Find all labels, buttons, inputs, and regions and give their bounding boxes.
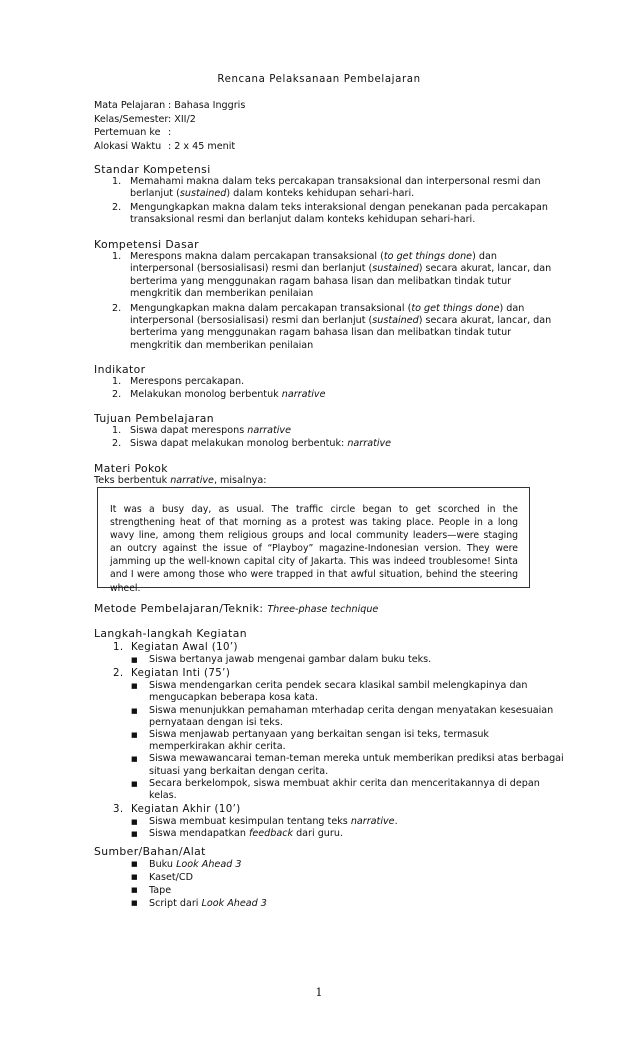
list-item [112, 303, 562, 353]
list-item [112, 376, 562, 388]
bullet-icon: ■ [131, 779, 138, 788]
text-part: ) dalam konteks kehidupan sehari-hari. [226, 188, 415, 200]
materi-intro [94, 475, 266, 486]
item-text: Merespons percakapan. [130, 376, 245, 387]
steps-list [113, 641, 565, 841]
text-part: Siswa dapat merespons [130, 425, 248, 436]
bullet-text: Siswa mendengarkan cerita pendek secara klasikal sambil melengkapinya dan mengucapkan beberapa kosa kata. [149, 680, 528, 704]
bullet-item [131, 897, 267, 910]
metode-heading [94, 602, 378, 615]
langkah-heading: Langkah-langkah Kegiatan [94, 627, 247, 640]
text-part: Siswa membuat kesimpulan tentang teks [149, 816, 351, 828]
info-row [94, 113, 245, 127]
indikator-list [112, 376, 562, 403]
bullet-item [131, 871, 267, 884]
step-bullets [131, 680, 565, 802]
bullet-icon: ■ [131, 899, 138, 907]
info-label: Alokasi Waktu [94, 140, 162, 152]
page-number: 1 [315, 986, 323, 999]
bullet-text: Siswa menjawab pertanyaan yang berkaitan sengan isi teks, termasuk memperkirakan akhir cerita. [149, 729, 489, 753]
emphasis: narrative [281, 389, 326, 401]
bullet-item [131, 753, 565, 777]
text-part: ) dan interpersonal (bersosialisasi) resmi dan berlanjut ( [130, 251, 497, 275]
item-number: 2. [112, 389, 122, 401]
step-bullets [131, 816, 565, 840]
bullet-item [131, 884, 267, 897]
emphasis: narrative [347, 438, 392, 450]
text-part: ) secara akurat, lancar, dan berterima yang menggunakan ragam bahasa lisan dan melibatkan tindak tutur mengkritik dan memberikan penilaian [130, 263, 552, 300]
bullet-item [131, 828, 565, 840]
item-number: 2. [112, 438, 122, 450]
item-text [130, 438, 562, 450]
kompetensi-heading: Kompetensi Dasar [94, 238, 199, 251]
bullet-item [131, 816, 565, 828]
info-value: : [168, 127, 172, 138]
bullet-icon: ■ [131, 706, 138, 715]
emphasis: sustained [372, 263, 419, 275]
item-number: 1. [112, 425, 122, 436]
info-label: Mata Pelajaran [94, 100, 166, 111]
standar-list [112, 176, 562, 228]
bullet-item [131, 858, 267, 871]
emphasis: Look Ahead 3 [176, 859, 242, 870]
info-value: : XII/2 [168, 113, 196, 125]
bullet-item [131, 680, 565, 704]
text-part: ) dan interpersonal (bersosialisasi) resmi dan berlanjut ( [130, 302, 525, 327]
bullet-icon: ■ [131, 682, 138, 691]
narrative-text-box [97, 487, 530, 594]
info-value: : Bahasa Inggris [168, 100, 246, 111]
emphasis: feedback [248, 828, 294, 840]
bullet-item [131, 778, 565, 802]
emphasis: to get things done [383, 251, 473, 262]
metode-label: Metode Pembelajaran/Teknik: [94, 602, 264, 615]
narrative-passage: It was a busy day, as usual. The traffic circle began to get scorched in the strengthening heat of that morning as a protest was taking place. People in a long wavy line, among them religious groups and local community leaders—were staging an outcry against the issue of “Playboy” magazine-Indonesian version. They were jamming up the well-known capital city of Jakarta. This was indeed troublesome! Sinta and I were among those who were trapped in that awful situation, behind the steering wheel. [110, 504, 518, 594]
list-item [112, 389, 562, 401]
step-title: Kegiatan Inti (75’) [131, 668, 231, 680]
list-item [112, 425, 562, 437]
step-heading [113, 641, 565, 654]
step-number: 3. [113, 804, 124, 816]
item-number: 1. [112, 176, 122, 187]
step-title: Kegiatan Akhir (10’) [131, 804, 241, 816]
bullet-text: Siswa bertanya jawab mengenai gambar dalam buku teks. [149, 654, 432, 665]
step-number: 2. [113, 668, 124, 680]
info-label: Kelas/Semester [94, 113, 169, 125]
lesson-info [94, 99, 245, 153]
text-part: Teks berbentuk [94, 475, 171, 486]
item-text: Mengungkapkan makna dalam teks interaksional dengan penekanan pada percakapan transaksional resmi dan berlanjut dalam konteks kehidupan sehari-hari. [130, 201, 548, 226]
emphasis: to get things done [411, 302, 500, 314]
text-part: . [394, 816, 398, 828]
item-text [130, 251, 562, 301]
text-part: Tape [149, 885, 172, 896]
bullet-icon: ■ [131, 886, 138, 894]
tujuan-list [112, 425, 562, 452]
sumber-heading: Sumber/Bahan/Alat [94, 845, 206, 858]
info-value: : 2 x 45 menit [168, 140, 236, 152]
emphasis: sustained [372, 315, 419, 327]
info-label: Pertemuan ke [94, 127, 161, 138]
emphasis: narrative [170, 475, 214, 486]
info-row [94, 126, 245, 140]
bullet-icon: ■ [131, 656, 138, 664]
bullet-text: Siswa mewawancarai teman-teman mereka untuk memberikan prediksi atas berbagai situasi yang berkaitan dengan cerita. [149, 753, 564, 777]
item-text [130, 389, 562, 401]
text-part: Kaset/CD [149, 872, 193, 883]
item-text [130, 303, 562, 353]
bullet-item [131, 729, 565, 753]
text-part: Mengungkapkan makna dalam percakapan transaksional ( [130, 302, 412, 314]
list-item [112, 202, 562, 227]
bullet-icon: ■ [131, 873, 138, 881]
item-number: 2. [112, 302, 122, 314]
text-part: Memahami makna dalam teks percakapan transaksional dan interpersonal resmi dan berlanjut ( [130, 176, 541, 200]
text-part: Buku [149, 859, 174, 870]
text-part: Melakukan monolog berbentuk [130, 389, 282, 401]
info-row [94, 99, 245, 113]
text-part: Merespons makna dalam percakapan transaksional ( [130, 251, 384, 262]
bullet-icon: ■ [131, 818, 138, 827]
bullet-icon: ■ [131, 860, 138, 868]
step-number: 1. [113, 642, 124, 653]
step-title: Kegiatan Awal (10’) [131, 642, 238, 653]
bullet-text [149, 816, 565, 828]
bullet-item [131, 654, 565, 666]
metode-value: Three-phase technique [267, 604, 379, 615]
bullet-text: Secara berkelompok, siswa membuat akhir cerita dan menceritakannya di depan kelas. [149, 777, 540, 802]
item-text [130, 176, 562, 201]
indikator-heading: Indikator [94, 363, 146, 376]
list-item [112, 176, 562, 201]
emphasis: Look Ahead 3 [201, 898, 267, 909]
bullet-text: Siswa menunjukkan pemahaman mterhadap cerita dengan menyatakan kesesuaian pernyataan dengan isi teks. [149, 704, 554, 728]
emphasis: sustained [179, 188, 227, 200]
list-item [112, 251, 562, 301]
item-number: 1. [112, 251, 122, 262]
kompetensi-list [112, 251, 562, 353]
text-part: Siswa dapat melakukan monolog berbentuk: [130, 438, 348, 450]
text-part: ) secara akurat, lancar, dan berterima yang menggunakan ragam bahasa lisan dan melibatkan tindak tutur mengkritik dan memberikan penilaian [130, 315, 552, 351]
emphasis: narrative [247, 425, 291, 436]
page-title: Rencana Pelaksanaan Pembelajaran [217, 74, 421, 85]
sumber-list [131, 858, 267, 910]
step-heading [113, 667, 565, 680]
text-part: dari guru. [293, 828, 343, 840]
standar-heading: Standar Kompetensi [94, 163, 211, 176]
info-row [94, 140, 245, 154]
step-bullets [131, 654, 565, 666]
text-part: Siswa mendapatkan [149, 828, 249, 840]
bullet-icon: ■ [131, 755, 138, 764]
bullet-item [131, 705, 565, 729]
item-number: 2. [112, 201, 122, 213]
materi-heading: Materi Pokok [94, 462, 168, 475]
bullet-icon: ■ [131, 830, 138, 839]
item-text [130, 425, 562, 437]
step-heading [113, 803, 565, 816]
emphasis: narrative [350, 816, 395, 828]
bullet-icon: ■ [131, 731, 138, 740]
list-item [112, 438, 562, 450]
tujuan-heading: Tujuan Pembelajaran [94, 412, 215, 425]
item-number: 1. [112, 376, 122, 387]
text-part: Script dari [149, 898, 199, 909]
text-part: , misalnya: [213, 475, 267, 486]
bullet-text [149, 828, 565, 840]
